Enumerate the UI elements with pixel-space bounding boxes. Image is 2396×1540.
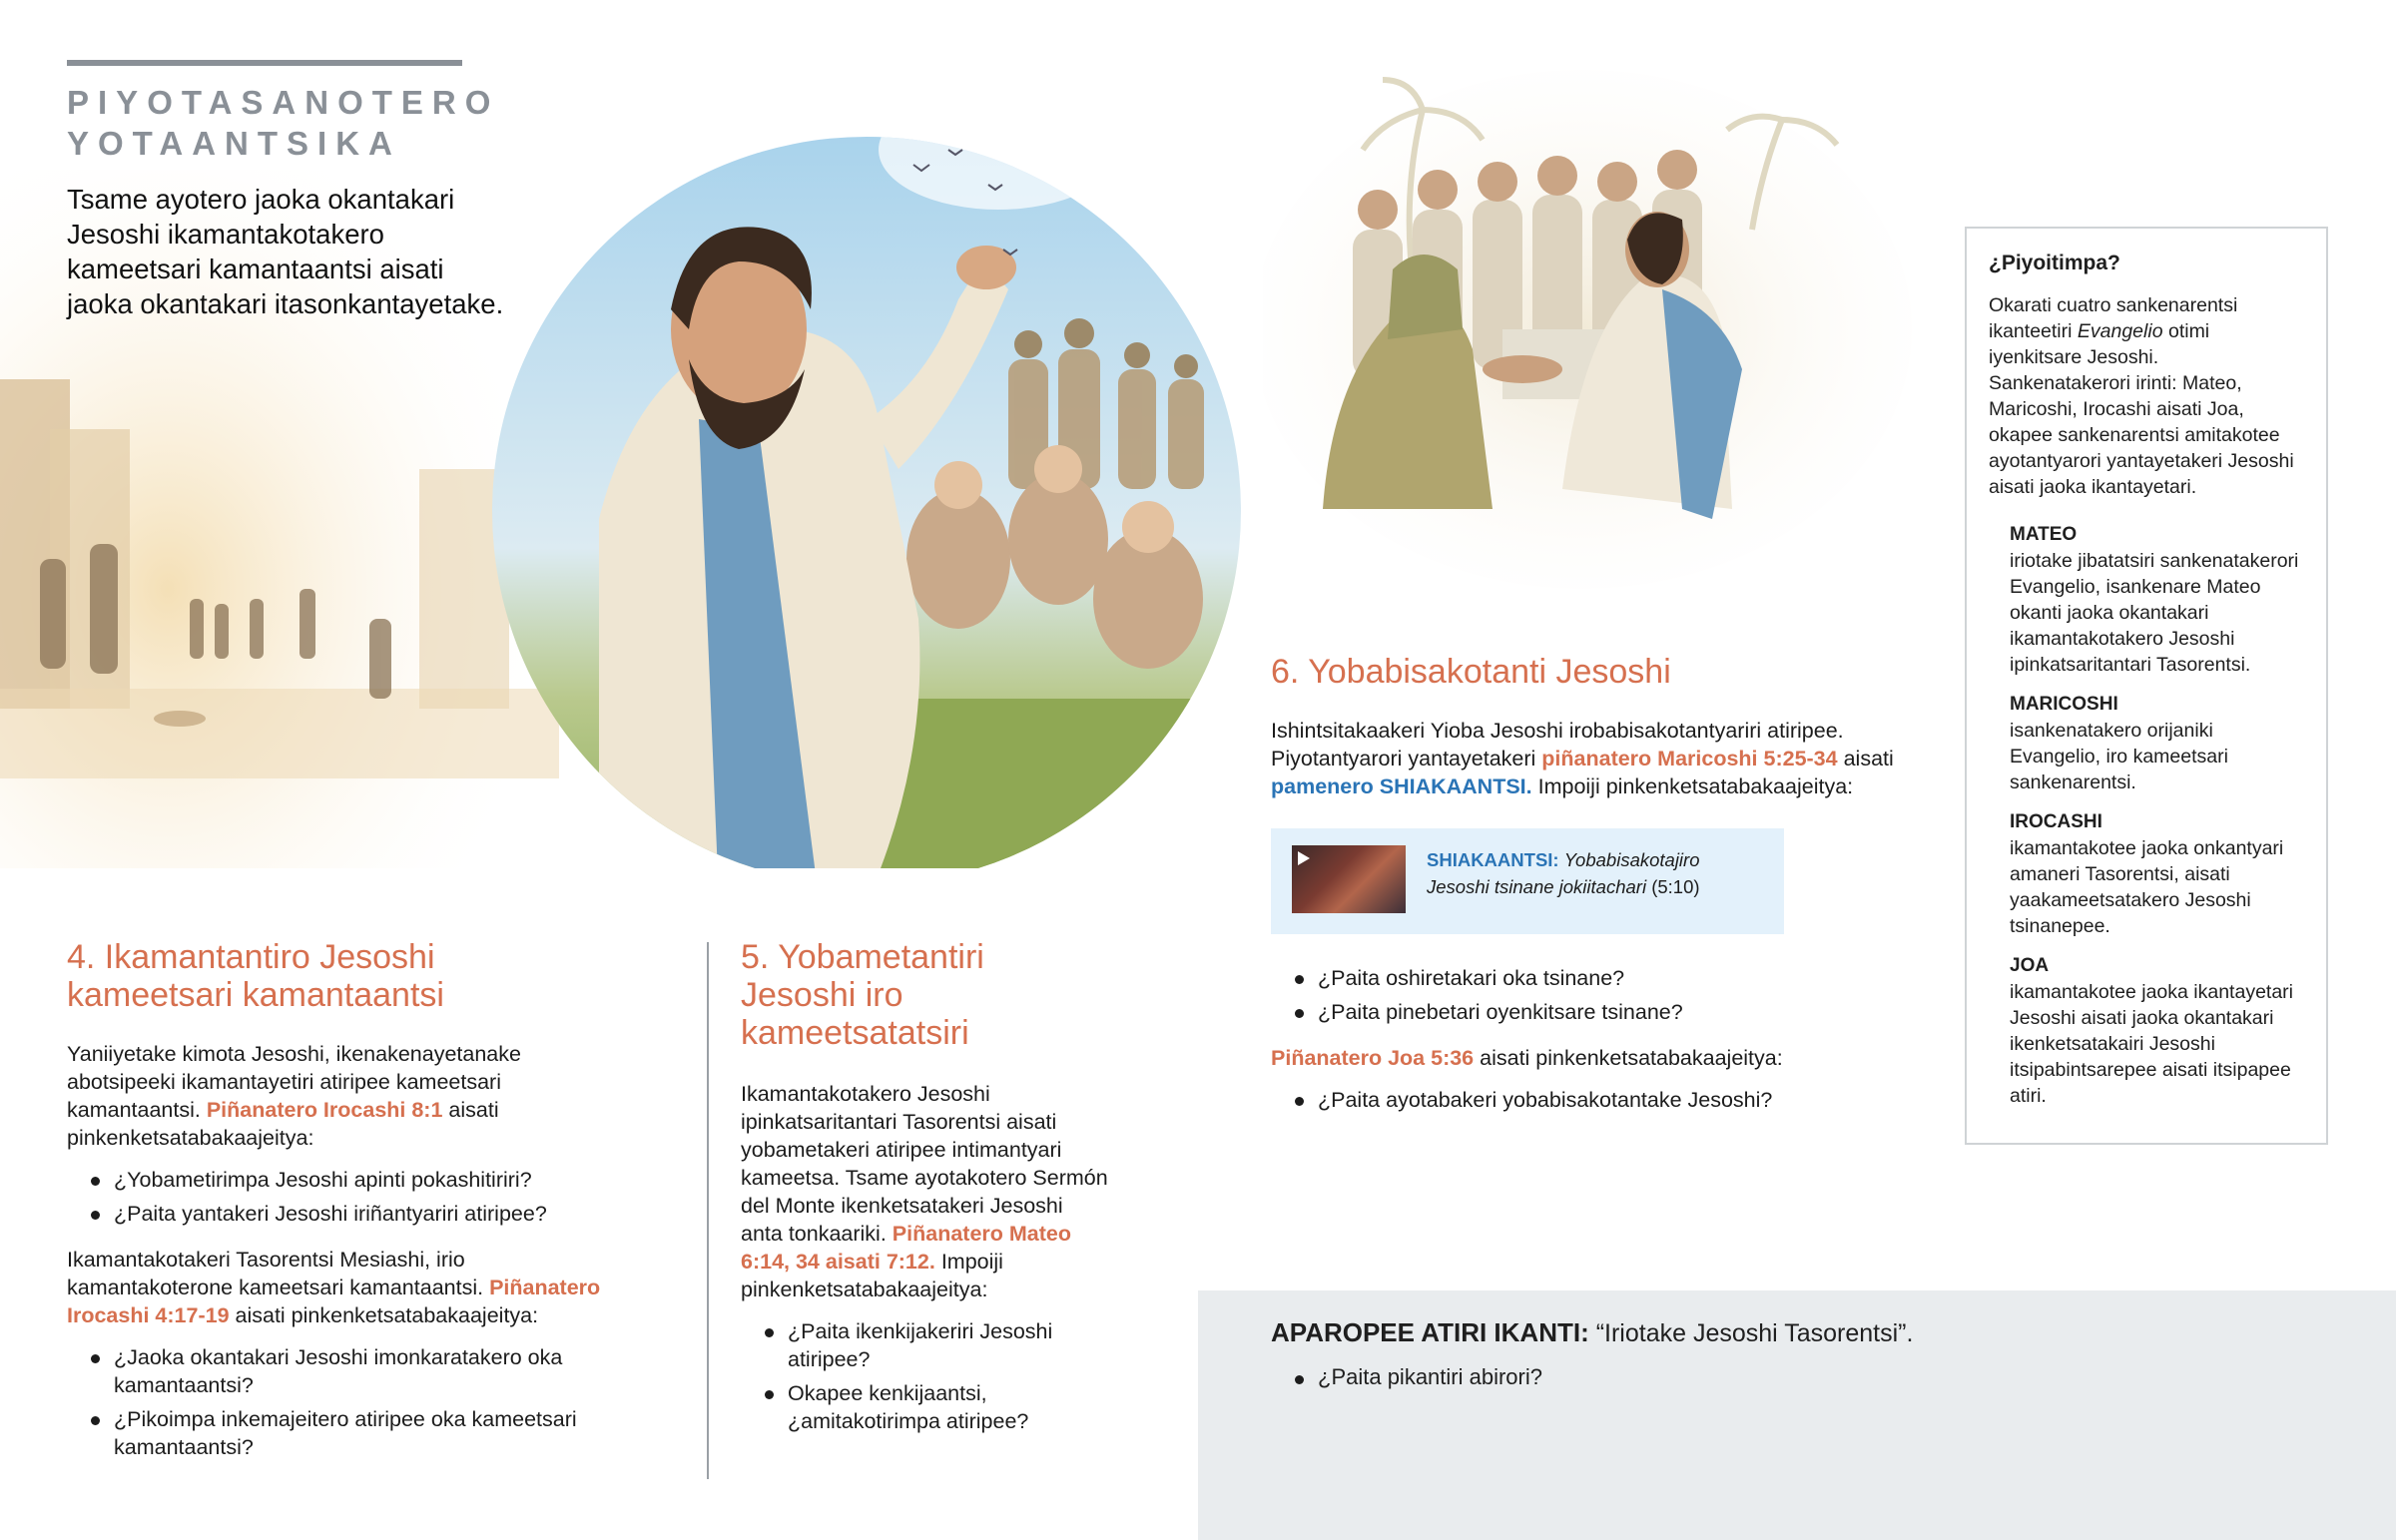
sidebar-entry-maricoshi <box>2010 692 2304 795</box>
section-4-heading-line-1: 4. Ikamantantiro Jesoshi <box>67 938 435 976</box>
section-6-paragraph-1 <box>1271 717 1910 800</box>
entry-title: MATEO <box>2010 524 2078 545</box>
section-4-questions-1 <box>67 1166 626 1228</box>
sidebar-entry-irocashi <box>2010 809 2304 939</box>
video-link[interactable] <box>1271 828 1784 934</box>
section-5-heading-line-3: kameetsatatsiri <box>741 1014 969 1052</box>
scripture-reference: piñanatero Maricoshi 5:25-34 <box>1541 747 1838 770</box>
kicker-line-1: PIYOTASANOTERO <box>67 84 500 121</box>
video-reference: pamenero SHIAKAANTSI. <box>1271 774 1532 798</box>
section-4-p2-tail: aisati pinkenketsatabakaajeitya: <box>235 1303 539 1327</box>
review-label: APAROPEE ATIRI IKANTI: <box>1271 1317 1589 1347</box>
section-5-p1-text: Ikamantakotakero Jesoshi ipinkatsaritantari Tasorentsi aisati yobametakeri atiripee intimantyari kameetsa. Tsame ayotakotero Sermón del Monte ikenketsatakeri Jesoshi anta tonkaariki. <box>741 1082 1108 1246</box>
list-item: ¿Paita yantakeri Jesoshi iriñantyariri atiripee? <box>67 1200 626 1228</box>
list-item: ¿Paita ayotabakeri yobabisakotantake Jesoshi? <box>1271 1086 1910 1114</box>
play-icon[interactable] <box>1298 851 1310 865</box>
illustration-jesus-healing-woman <box>1263 70 1912 589</box>
scripture-reference: Piñanatero Joa 5:36 <box>1271 1046 1475 1070</box>
sidebar-lead-post: otimi iyenkitsare Jesoshi. Sankenatakerori irinti: Mateo, Maricoshi, Irocashi aisati Joa, okapee sankenarentsi amitakotee ayotantyarori yantayetakeri Jesoshi aisati jaoka ikantayetari. <box>1989 320 2294 498</box>
list-item: ¿Yobametirimpa Jesoshi apinti pokashitiriri? <box>67 1166 626 1194</box>
section-5-heading <box>741 938 1110 1052</box>
sidebar-title: ¿Piyoitimpa? <box>1989 252 2120 274</box>
scripture-reference: Piñanatero Mateo 6:14, 34 aisati 7:12. <box>741 1222 1071 1274</box>
scripture-reference: Piñanatero Irocashi 4:17-19 <box>67 1276 601 1327</box>
review-questions <box>1271 1364 1542 1396</box>
section-6-p2-tail: aisati pinkenketsatabakaajeitya: <box>1480 1046 1783 1070</box>
entry-text: ikamantakotee jaoka onkantyari amaneri Tasorentsi, aisati yaakameetsatakero Jesoshi tsinanepee. <box>2010 837 2284 937</box>
section-4-heading <box>67 938 626 1014</box>
section-4-paragraph-2 <box>67 1246 626 1329</box>
review-panel <box>1198 1290 2396 1540</box>
sidebar-entry-joa <box>2010 953 2304 1109</box>
section-6-p1-tail: Impoiji pinkenketsatabakaajeitya: <box>1537 774 1854 798</box>
entry-text: iriotake jibatatsiri sankenatakerori Evangelio, isankenare Mateo okanti jaoka okantakari ikamantakotakero Jesoshi ipinkatsaritantari Tasorentsi. <box>2010 550 2299 676</box>
section-5 <box>741 938 1110 1453</box>
section-6-questions-2 <box>1271 1086 1910 1114</box>
section-6-questions-1 <box>1271 964 1910 1026</box>
section-4-p1-tail: aisati pinkenketsatabakaajeitya: <box>67 1098 499 1150</box>
list-item: ¿Paita oshiretakari oka tsinane? <box>1271 964 1910 992</box>
intro-text: Tsame ayotero jaoka okantakari Jesoshi ikamantakotakero kameetsari kamantaantsi aisati jaoka okantakari itasonkantayetake. <box>67 184 504 319</box>
section-4-questions-2 <box>67 1343 626 1461</box>
section-4-paragraph-1 <box>67 1040 626 1152</box>
section-6-p1-text: Ishintsitakaakeri Yioba Jesoshi irobabisakotantyariri atiripee. Piyotantyarori yantayetakeri <box>1271 719 1844 770</box>
section-kicker <box>67 82 506 164</box>
section-4 <box>67 938 626 1479</box>
list-item: ¿Pikoimpa inkemajeitero atiripee oka kameetsari kamantaantsi? <box>67 1405 626 1461</box>
entry-title: MARICOSHI <box>2010 694 2118 715</box>
header-rule <box>67 60 462 66</box>
scripture-reference: Piñanatero Irocashi 8:1 <box>206 1098 443 1122</box>
list-item: ¿Paita ikenkijakeriri Jesoshi atiripee? <box>741 1317 1110 1373</box>
section-6-p1-mid: aisati <box>1843 747 1894 770</box>
review-line <box>1271 1316 1913 1349</box>
did-you-know-box <box>1965 227 2328 1145</box>
entry-text: isankenatakero orijaniki Evangelio, iro kameetsari sankenarentsi. <box>2010 720 2228 793</box>
list-item: Okapee kenkijaantsi, ¿amitakotirimpa atiripee? <box>741 1379 1110 1435</box>
section-6 <box>1271 653 1910 1132</box>
sidebar-entry-mateo <box>2010 522 2304 678</box>
kicker-line-2: YOTAANTSIKA <box>67 125 401 162</box>
video-thumbnail[interactable] <box>1292 845 1406 913</box>
entry-title: JOA <box>2010 955 2050 976</box>
column-divider <box>707 942 709 1479</box>
list-item: ¿Paita pikantiri abirori? <box>1271 1364 1542 1390</box>
section-5-heading-line-1: 5. Yobametantiri <box>741 938 984 976</box>
section-5-p1-tail: Impoiji pinkenketsatabakaajeitya: <box>741 1250 1003 1301</box>
sidebar-lead <box>1989 292 2304 500</box>
section-6-heading: 6. Yobabisakotanti Jesoshi <box>1271 653 1671 691</box>
section-4-p1-text: Yaniiyetake kimota Jesoshi, ikenakenayetanake abotsipeeki ikamantayetiri atiripee kameetsari kamantaantsi. <box>67 1042 521 1122</box>
entry-text: ikamantakotee jaoka ikantayetari Jesoshi aisati jaoka okantakari ikenketsatakairi Jesoshi itsipabintsarepee aisati itsipapee atiri. <box>2010 981 2293 1107</box>
sidebar-lead-pre: Okarati cuatro sankenarentsi ikanteetiri <box>1989 294 2238 342</box>
list-item: ¿Paita pinebetari oyenkitsare tsinane? <box>1271 998 1910 1026</box>
section-5-heading-line-2: Jesoshi iro <box>741 976 903 1014</box>
video-title: Yobabisakotajiro Jesoshi tsinane jokiitachari <box>1427 849 1700 897</box>
section-4-heading-line-2: kameetsari kamantaantsi <box>67 976 444 1014</box>
video-duration: (5:10) <box>1651 876 1700 897</box>
sidebar-lead-italic: Evangelio <box>2077 320 2163 342</box>
entry-title: IROCASHI <box>2010 811 2102 832</box>
video-caption <box>1427 846 1766 900</box>
list-item: ¿Jaoka okantakari Jesoshi imonkaratakero oka kamantaantsi? <box>67 1343 626 1399</box>
video-label: SHIAKAANTSI: <box>1427 849 1559 870</box>
section-6-paragraph-2 <box>1271 1044 1910 1072</box>
section-5-questions <box>741 1317 1110 1435</box>
review-quote: “Iriotake Jesoshi Tasorentsi”. <box>1595 1319 1914 1347</box>
section-5-paragraph-1 <box>741 1080 1110 1303</box>
section-4-p2-text: Ikamantakotakeri Tasorentsi Mesiashi, irio kamantakoterone kameetsari kamantaantsi. <box>67 1248 484 1299</box>
